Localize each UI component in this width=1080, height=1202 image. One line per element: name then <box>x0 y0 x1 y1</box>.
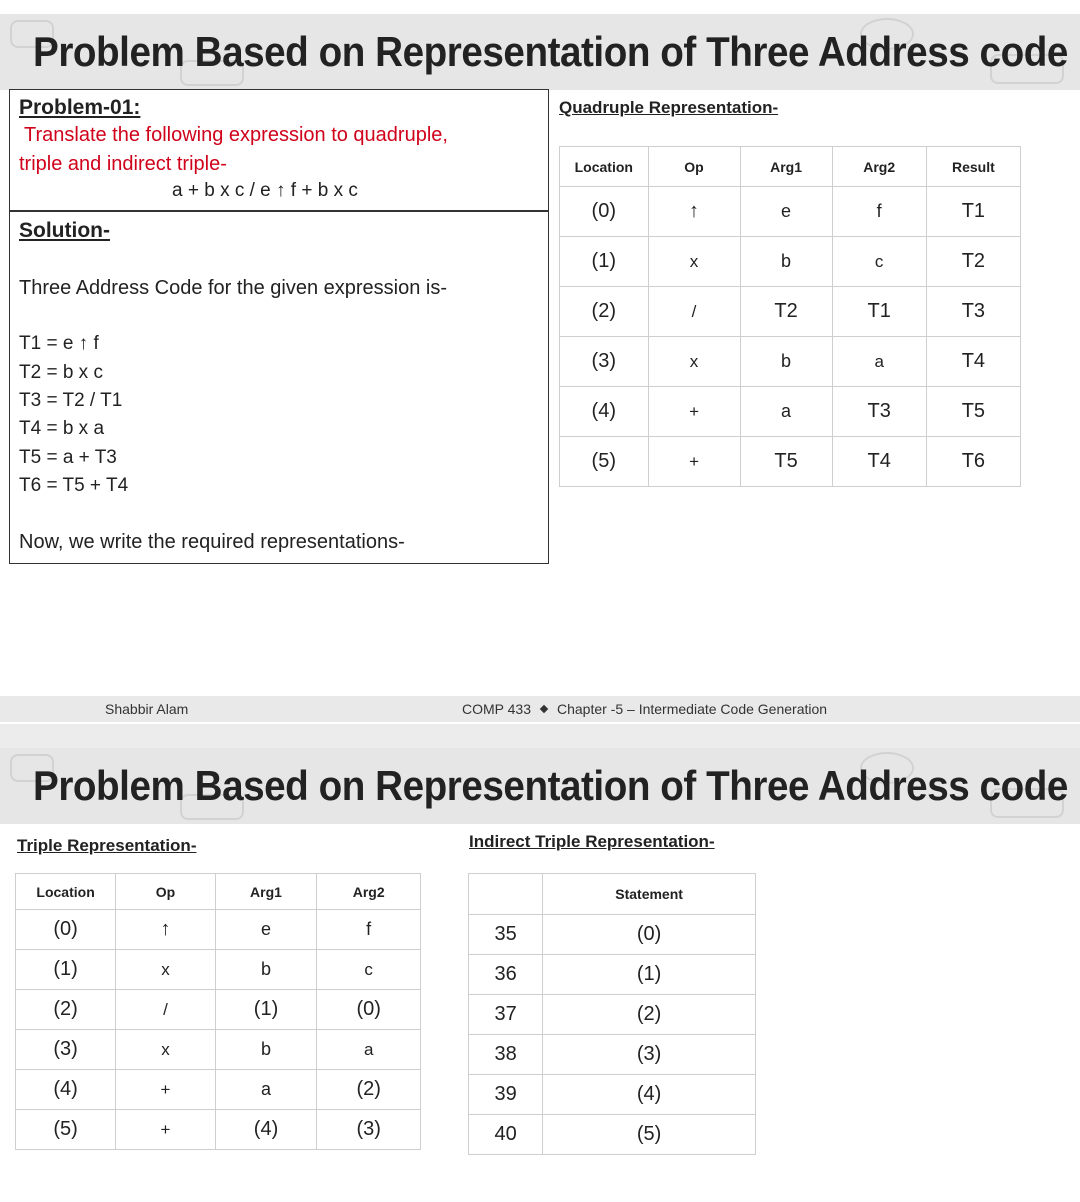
tac-line: T6 = T5 + T4 <box>19 475 129 496</box>
table-cell: (1) <box>560 237 649 287</box>
indirect-triple-table <box>468 873 756 1155</box>
problem-heading: Problem-01: <box>19 96 141 119</box>
table-row <box>16 990 421 1030</box>
table-cell: a <box>832 337 926 387</box>
footer-author: Shabbir Alam <box>105 701 189 717</box>
slide-footer <box>0 696 1080 722</box>
table-row <box>469 995 756 1035</box>
table-cell: (3) <box>317 1110 421 1150</box>
table-cell: (3) <box>560 337 649 387</box>
table-cell: ↑ <box>648 187 740 237</box>
table-cell: b <box>215 950 317 990</box>
table-cell: (4) <box>543 1075 756 1115</box>
table-row <box>16 950 421 990</box>
solution-box <box>9 210 549 564</box>
table-cell: a <box>740 387 832 437</box>
tac-line: T2 = b x c <box>19 362 103 383</box>
table-row <box>16 1030 421 1070</box>
table-cell: (2) <box>543 995 756 1035</box>
table-cell: (0) <box>16 910 116 950</box>
footer-course-info <box>462 701 827 717</box>
table-cell: a <box>317 1030 421 1070</box>
table-header-row <box>560 147 1021 187</box>
table-cell: f <box>317 910 421 950</box>
bullet-icon <box>540 705 548 713</box>
table-cell: + <box>116 1110 215 1150</box>
table-cell: (2) <box>560 287 649 337</box>
table-row <box>16 910 421 950</box>
quadruple-heading: Quadruple Representation- <box>559 98 779 117</box>
table-cell: T1 <box>832 287 926 337</box>
title-banner <box>0 14 1080 90</box>
table-cell: 39 <box>469 1075 543 1115</box>
table-cell: + <box>116 1070 215 1110</box>
problem-statement-line-1: Translate the following expression to quadruple, <box>24 124 448 146</box>
table-cell: T4 <box>832 437 926 487</box>
column-header: Arg1 <box>215 874 317 910</box>
table-cell: T4 <box>926 337 1020 387</box>
table-cell: x <box>648 337 740 387</box>
tac-line: T4 = b x a <box>19 418 105 439</box>
table-cell: 36 <box>469 955 543 995</box>
table-cell: (2) <box>317 1070 421 1110</box>
table-cell: (4) <box>16 1070 116 1110</box>
triple-table <box>15 873 421 1150</box>
title-banner <box>0 748 1080 824</box>
slide-2 <box>0 748 1080 1202</box>
table-row <box>560 387 1021 437</box>
table-row <box>469 1075 756 1115</box>
table-cell: (3) <box>16 1030 116 1070</box>
quadruple-table <box>559 146 1021 487</box>
table-header-row <box>469 874 756 915</box>
indirect-triple-heading: Indirect Triple Representation- <box>469 832 715 851</box>
column-header: Location <box>560 147 649 187</box>
table-cell: c <box>317 950 421 990</box>
table-cell: T2 <box>926 237 1020 287</box>
problem-statement-line-2: triple and indirect triple- <box>19 153 227 175</box>
table-row <box>560 437 1021 487</box>
table-cell: / <box>648 287 740 337</box>
slide-title: Problem Based on Representation of Three Address code <box>33 762 1068 809</box>
table-row <box>469 1035 756 1075</box>
table-cell: (5) <box>16 1110 116 1150</box>
table-row <box>469 955 756 995</box>
table-cell: b <box>740 237 832 287</box>
table-row <box>16 1070 421 1110</box>
footer-course: COMP 433 <box>462 701 531 717</box>
table-cell: (1) <box>543 955 756 995</box>
table-cell: (3) <box>543 1035 756 1075</box>
table-cell: (0) <box>543 915 756 955</box>
table-cell: (0) <box>560 187 649 237</box>
table-cell: b <box>740 337 832 387</box>
column-header <box>469 874 543 915</box>
slide-title: Problem Based on Representation of Three Address code <box>33 28 1068 75</box>
table-cell: T3 <box>832 387 926 437</box>
expression: a + b x c / e ↑ f + b x c <box>172 180 358 201</box>
table-cell: 37 <box>469 995 543 1035</box>
table-cell: 38 <box>469 1035 543 1075</box>
table-row <box>560 337 1021 387</box>
table-row <box>560 237 1021 287</box>
table-cell: + <box>648 387 740 437</box>
table-cell: (0) <box>317 990 421 1030</box>
table-cell: a <box>215 1070 317 1110</box>
table-cell: T6 <box>926 437 1020 487</box>
table-cell: T2 <box>740 287 832 337</box>
table-row <box>469 1115 756 1155</box>
table-cell: e <box>215 910 317 950</box>
table-cell: e <box>740 187 832 237</box>
column-header: Arg1 <box>740 147 832 187</box>
table-cell: x <box>116 950 215 990</box>
table-header-row <box>16 874 421 910</box>
table-cell: 40 <box>469 1115 543 1155</box>
table-cell: (5) <box>543 1115 756 1155</box>
table-cell: T3 <box>926 287 1020 337</box>
column-header: Location <box>16 874 116 910</box>
tac-intro: Three Address Code for the given expression is- <box>19 277 447 299</box>
column-header: Arg2 <box>832 147 926 187</box>
slide-separator <box>0 724 1080 748</box>
column-header: Op <box>116 874 215 910</box>
table-cell: / <box>116 990 215 1030</box>
table-cell: (4) <box>215 1110 317 1150</box>
closing-text: Now, we write the required representations- <box>19 531 405 553</box>
column-header: Result <box>926 147 1020 187</box>
table-cell: ↑ <box>116 910 215 950</box>
tac-line: T5 = a + T3 <box>19 447 117 468</box>
table-row <box>16 1110 421 1150</box>
table-cell: (1) <box>16 950 116 990</box>
table-cell: (2) <box>16 990 116 1030</box>
problem-box <box>9 89 549 212</box>
solution-heading: Solution- <box>19 219 110 242</box>
footer-chapter: Chapter -5 – Intermediate Code Generation <box>557 701 828 717</box>
table-cell: x <box>116 1030 215 1070</box>
table-cell: x <box>648 237 740 287</box>
tac-line: T3 = T2 / T1 <box>19 390 123 411</box>
triple-heading: Triple Representation- <box>17 836 197 855</box>
table-cell: + <box>648 437 740 487</box>
table-cell: b <box>215 1030 317 1070</box>
column-header: Statement <box>543 874 756 915</box>
table-cell: (4) <box>560 387 649 437</box>
table-cell: (5) <box>560 437 649 487</box>
table-cell: 35 <box>469 915 543 955</box>
column-header: Arg2 <box>317 874 421 910</box>
table-cell: f <box>832 187 926 237</box>
table-cell: T5 <box>926 387 1020 437</box>
table-row <box>560 187 1021 237</box>
table-row <box>469 915 756 955</box>
table-cell: c <box>832 237 926 287</box>
table-cell: (1) <box>215 990 317 1030</box>
table-cell: T1 <box>926 187 1020 237</box>
tac-line: T1 = e ↑ f <box>19 333 99 354</box>
column-header: Op <box>648 147 740 187</box>
table-row <box>560 287 1021 337</box>
table-cell: T5 <box>740 437 832 487</box>
